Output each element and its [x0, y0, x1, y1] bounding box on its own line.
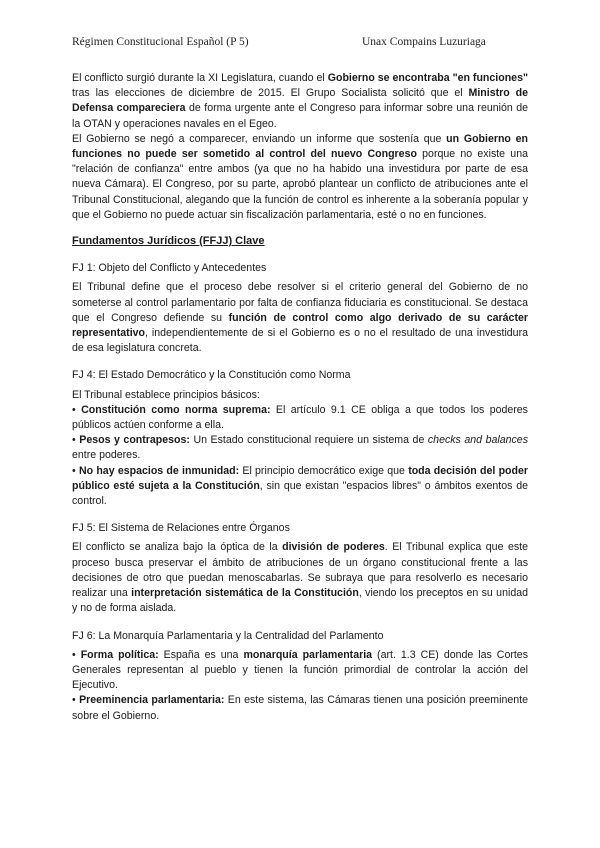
italic-text-run: checks and balances — [427, 434, 528, 447]
text-run: El artículo 9.1 CE obliga a que todos los poderes públicos actúen conforme a ella. — [72, 403, 528, 432]
bold-text-run: interpretación sistemática de la Constitución — [131, 587, 359, 600]
fj5-paragraph — [72, 540, 528, 616]
text-run: , independientemente de si el Gobierno es o no el resultado de una investidura de esa legislatura concreta. — [72, 327, 528, 355]
text-run: porque no existe una "relación de confianza" entre ambos (ya que no ha habido una investidura por parte de esa nueva Cámara). El Congreso, por su parte, aprobó plantear un conflicto de atribuciones ante el Tribunal Constitucional, alegando que la función de control es inherente a la soberanía popular y que el Gobierno no puede actuar sin fiscalización parlamentaria, esté o no en funciones. — [72, 148, 528, 221]
text-run: de forma urgente ante el Congreso para informar sobre una reunión de la OTAN y operaciones navales en el Egeo. — [72, 102, 529, 130]
text-run: • — [72, 464, 79, 477]
bold-text-run: Forma política: — [80, 648, 159, 661]
text-run: • — [72, 403, 82, 416]
text-run: , viendo los preceptos en su unidad y no de forma aislada. — [72, 587, 528, 615]
bold-text-run: No hay espacios de inmunidad: — [78, 464, 240, 477]
fj5-title: FJ 5: El Sistema de Relaciones entre Órganos — [72, 522, 290, 535]
text-run: El principio democrático exige que — [239, 464, 409, 477]
text-run: , sin que existan "espacios libres" o ámbitos exentos de control. — [72, 479, 528, 508]
bold-text-run: un Gobierno en funciones no puede ser sometido al control del nuevo Congreso — [72, 132, 528, 161]
fj1-title: FJ 1: Objeto del Conflicto y Antecedentes — [72, 262, 267, 275]
fj4-intro: El Tribunal establece principios básicos: — [72, 388, 260, 401]
bold-text-run: Preeminencia parlamentaria: — [79, 694, 225, 707]
fj4-bullet-2 — [72, 433, 528, 463]
bold-text-run: monarquía parlamentaria — [243, 648, 373, 661]
text-run: En este sistema, las Cámaras tienen una posición preeminente sobre el Gobierno. — [72, 694, 528, 722]
fj4-title: FJ 4: El Estado Democrático y la Constitución como Norma — [72, 369, 351, 382]
text-run: (art. 1.3 CE) donde las Cortes Generales representan al pueblo y tienen la función primordial de controlar la acción del Ejecutivo. — [72, 648, 528, 692]
fj4-bullet-3 — [72, 464, 528, 510]
text-run: España es una — [158, 648, 244, 661]
text-run: • — [72, 434, 80, 447]
bold-text-run: toda decisión del poder público esté sujeta a la Constitución — [72, 464, 529, 492]
bold-text-run: Pesos y contrapesos: — [79, 434, 190, 447]
fj1-paragraph — [72, 280, 528, 356]
text-run: • — [72, 648, 81, 661]
text-run: El conflicto surgió durante la XI Legislatura, cuando el — [72, 72, 328, 84]
fj6-title: FJ 6: La Monarquía Parlamentaria y la Centralidad del Parlamento — [72, 629, 384, 642]
text-run: tras las elecciones de diciembre de 2015. El Grupo Socialista solicitó que el — [72, 87, 469, 100]
intro-paragraph-2 — [72, 132, 528, 223]
fj6-bullet-1 — [72, 648, 528, 694]
text-run: El conflicto se analiza bajo la óptica de la — [72, 541, 283, 554]
text-run: . El Tribunal explica que este proceso busca preservar el ámbito de atribuciones de un órgano constitucional frente a las decisiones de otro que puedan menoscabarlas. Se subraya que para resolverlo es necesario realizar una — [72, 541, 528, 600]
text-run: • — [72, 694, 80, 707]
text-run: El Tribunal define que el proceso debe resolver si el criterio general del Gobierno de no someterse al control parlamentario por falta de confianza fiduciaria es constitucional. Se destaca que el Congreso defiende su — [72, 281, 528, 324]
bold-text-run: función de control como algo derivado de su carácter representativo — [72, 311, 528, 340]
section-title: Fundamentos Jurídicos (FFJJ) Clave — [72, 235, 265, 248]
bold-text-run: Constitución como norma suprema: — [81, 403, 271, 416]
fj4-bullet-1 — [72, 403, 528, 433]
intro-paragraph-1 — [72, 71, 528, 132]
header-author: Unax Compains Luzuriaga — [362, 36, 486, 48]
bold-text-run: Gobierno se encontraba "en funciones" — [327, 72, 528, 84]
document-body — [72, 71, 528, 724]
bold-text-run: Ministro de Defensa compareciera — [72, 87, 528, 115]
header-course-title: Régimen Constitucional Español (P 5) — [72, 36, 249, 48]
text-run: El Gobierno se negó a comparecer, enviando un informe que sostenía que — [72, 132, 447, 145]
bold-text-run: división de poderes — [282, 541, 385, 554]
text-run: entre poderes. — [72, 449, 141, 462]
fj6-bullet-2 — [72, 693, 528, 723]
text-run: Un Estado constitucional requiere un sistema de — [189, 434, 428, 447]
